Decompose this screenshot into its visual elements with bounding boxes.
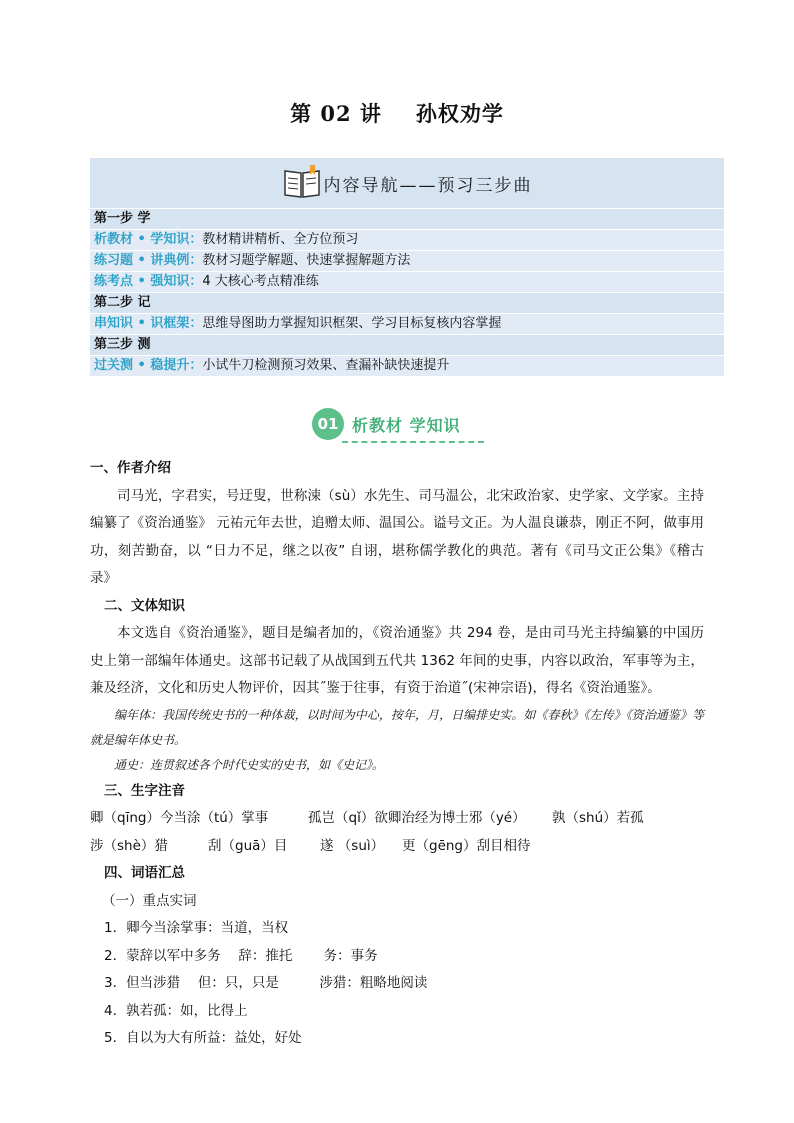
pronunciation-item: 孰（shú）若孤 bbox=[552, 810, 644, 826]
lesson-name: 孙权劝学 bbox=[415, 101, 504, 126]
pronunciation-item: 卿（qīng）今当涂（tú）掌事 bbox=[90, 810, 269, 826]
nav-item-text: 教材习题学解题、快速掌握解题方法 bbox=[202, 253, 411, 268]
pronunciation-item: 遂 （suì） bbox=[320, 837, 385, 854]
content-navigation bbox=[90, 158, 724, 377]
nav-item-label: 练习题 • 讲典例： bbox=[94, 253, 203, 268]
nav-item-label: 串知识 • 识框架： bbox=[94, 316, 203, 331]
pronunciation-item: 涉（shè）猎 bbox=[90, 837, 168, 854]
main-content bbox=[90, 455, 704, 1053]
pronunciation-heading: 三、生字注音 bbox=[104, 782, 185, 799]
nav-item-text: 思维导图助力掌握知识框架、学习目标复核内容掌握 bbox=[202, 316, 502, 331]
nav-item-text: 教材精讲精析、全方位预习 bbox=[202, 232, 359, 247]
nav-header-title: 内容导航——预习三步曲 bbox=[323, 175, 533, 196]
vocabulary-subheading: （一）重点实词 bbox=[102, 892, 197, 909]
section-title: 析教材 学知识 bbox=[352, 415, 461, 435]
nav-item bbox=[90, 356, 724, 377]
section-underline bbox=[342, 441, 484, 443]
nav-item bbox=[90, 314, 724, 335]
nav-item-label: 过关测 • 稳提升： bbox=[94, 358, 203, 373]
vocabulary-item: 3．但当涉猎 但：只，只是 涉猎：粗略地阅读 bbox=[104, 975, 428, 991]
page-title bbox=[0, 98, 794, 128]
vocabulary-item: 5．自以为大有所益：益处，好处 bbox=[104, 1030, 302, 1046]
author-text: 司马光，字君实，号迂叟，世称涑（sù）水先生、司马温公，北宋政治家、史学家、文学家。主持编纂了《资治通鉴》 元祐元年去世，追赠太师、温国公。谥号文正。为人温良谦恭，刚正不阿，做事用功，刻苦勤奋，以 “日力不足，继之以夜” 自诩，堪称儒学教化的典范。著有《司马文正公集》《稽古录》 bbox=[90, 487, 704, 586]
pronunciation-item: 更（gēng）刮目相待 bbox=[402, 837, 531, 854]
genre-note-general-history: 通史：连贯叙述各个时代史实的史书，如《史记》。 bbox=[114, 757, 385, 772]
genre-note-chronicle: 编年体：我国传统史书的一种体裁，以时间为中心，按年，月，日编排史实。如《春秋》《左传》《资治通鉴》等就是编年体史书。 bbox=[90, 707, 704, 747]
pronunciation-line-1 bbox=[90, 805, 704, 833]
nav-item bbox=[90, 251, 724, 272]
vocabulary-item: 4．孰若孤：如，比得上 bbox=[104, 1002, 248, 1019]
lecture-number: 第 02 讲 bbox=[290, 101, 382, 126]
pronunciation-item: 孤岂（qǐ）欲卿治经为博士邪（yé） bbox=[308, 810, 526, 826]
section-badge bbox=[312, 408, 461, 440]
pronunciation-line-2 bbox=[90, 833, 704, 861]
section-number: 01 bbox=[312, 408, 344, 440]
author-heading: 一、作者介绍 bbox=[90, 460, 171, 476]
nav-item-text: 4 大核心考点精准练 bbox=[202, 274, 319, 289]
nav-step: 第二步 记 bbox=[90, 293, 724, 314]
nav-item-label: 练考点 • 强知识： bbox=[94, 274, 203, 289]
nav-item-text: 小试牛刀检测预习效果、查漏补缺快速提升 bbox=[202, 358, 450, 373]
nav-item bbox=[90, 272, 724, 293]
open-book-icon bbox=[282, 163, 322, 203]
genre-heading: 二、文体知识 bbox=[104, 597, 185, 614]
vocabulary-heading: 四、词语汇总 bbox=[104, 865, 185, 881]
nav-step: 第三步 测 bbox=[90, 335, 724, 356]
vocabulary-item: 1．卿今当涂掌事：当道，当权 bbox=[104, 920, 289, 936]
nav-header bbox=[90, 158, 724, 209]
pronunciation-item: 刮（guā）目 bbox=[208, 837, 288, 854]
nav-item bbox=[90, 230, 724, 251]
nav-item-label: 析教材 • 学知识： bbox=[94, 232, 203, 247]
nav-step: 第一步 学 bbox=[90, 209, 724, 230]
vocabulary-item: 2．蒙辞以军中多务 辞：推托 务：事务 bbox=[104, 947, 378, 964]
genre-text: 本文选自《资治通鉴》，题目是编者加的，《资治通鉴》共 294 卷，是由司马光主持编纂的中国历史上第一部编年体通史。这部书记载了从战国到五代共 1362 年间的史事，内容以政治，军事等为主，兼及经济，文化和历史人物评价，因其˝鉴于往事，有资于治道˝(宋神宗语)，得名《资治通鉴》。 bbox=[90, 625, 704, 696]
